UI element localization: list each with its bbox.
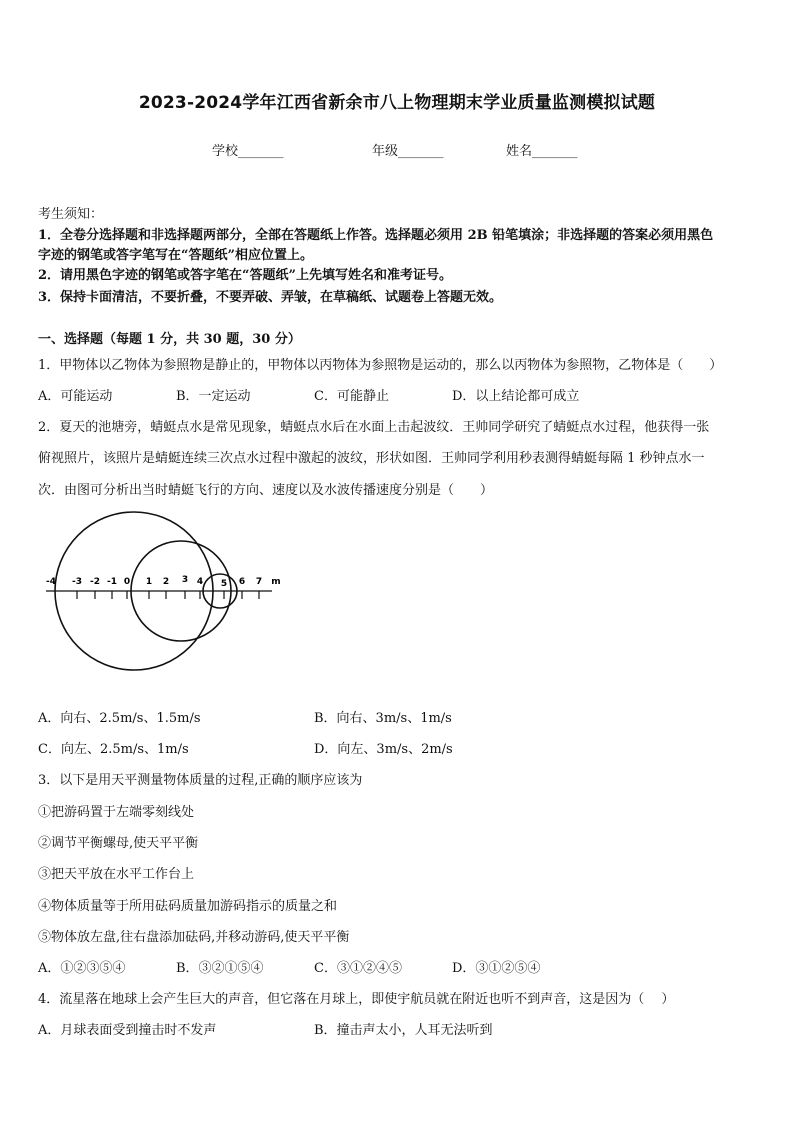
- q2-line-3: 次．由图可分析出当时蜻蜓飞行的方向、速度以及水波传播速度分别是（ ）: [38, 483, 494, 498]
- q3-step-4: ④物体质量等于所用砝码质量加游码指示的质量之和: [38, 899, 338, 914]
- ripple-figure: [40, 505, 290, 675]
- q3-option-a: A．①②③⑤④: [38, 961, 126, 976]
- grade-field: 年级_______: [372, 144, 444, 159]
- notice-line-3: 2．请用黑色字迹的钢笔或答字笔在“答题纸”上先填写姓名和准考证号。: [38, 268, 453, 283]
- q3-step-5: ⑤物体放左盘,往右盘添加砝码,并移动游码,使天平平衡: [38, 930, 350, 945]
- tick-label-7: 7: [255, 577, 263, 587]
- q2-line-1: 2．夏天的池塘旁，蜻蜓点水是常见现象，蜻蜓点水后在水面上击起波纹．王帅同学研究了蜻蜓点水过程，他获得一张: [38, 420, 710, 435]
- tick-label-m4: -4: [46, 577, 56, 587]
- notice-line-2: 字迹的钢笔或答字笔写在“答题纸”相应位置上。: [38, 248, 313, 263]
- tick-label-1: 1: [145, 577, 153, 587]
- tick-label-6: 6: [238, 577, 246, 587]
- q2-line-2: 俯视照片，该照片是蜻蜓连续三次点水过程中激起的波纹，形状如图．王帅同学利用秒表测得蜻蜓每隔 1 秒钟点水一: [38, 451, 705, 466]
- q3-step-1: ①把游码置于左端零刻线处: [38, 805, 195, 820]
- tick-label-0: 0: [123, 577, 131, 587]
- q1-option-d: D．以上结论都可成立: [452, 389, 580, 404]
- tick-label-2: 2: [162, 577, 170, 587]
- axis-unit: m: [271, 577, 281, 587]
- q3-option-b: B．③②①⑤④: [176, 961, 264, 976]
- school-field: 学校_______: [212, 144, 284, 159]
- q3-step-3: ③把天平放在水平工作台上: [38, 867, 195, 882]
- q1-stem: 1．甲物体以乙物体为参照物是静止的，甲物体以丙物体为参照物是运动的，那么以丙物体为参照物，乙物体是（ ）: [38, 358, 723, 373]
- q1-option-b: B．一定运动: [176, 389, 251, 404]
- tick-label-3: 3: [181, 575, 189, 585]
- section-heading: 一、选择题（每题 1 分，共 30 题，30 分）: [38, 332, 301, 347]
- tick-label-m3: -3: [72, 577, 82, 587]
- page-title: 2023-2024学年江西省新余市八上物理期末学业质量监测模拟试题: [138, 93, 656, 113]
- q2-option-d: D．向左、3m/s、2m/s: [314, 742, 453, 757]
- q1-option-a: A．可能运动: [38, 389, 113, 404]
- q4-option-a: A．月球表面受到撞击时不发声: [38, 1023, 217, 1038]
- notice-line-1: 1．全卷分选择题和非选择题两部分，全部在答题纸上作答。选择题必须用 2B 铅笔填涂；非选择题的答案必须用黑色: [38, 228, 714, 243]
- q3-stem: 3．以下是用天平测量物体质量的过程,正确的顺序应该为: [38, 773, 363, 788]
- q2-option-c: C．向左、2.5m/s、1m/s: [38, 742, 189, 757]
- tick-label-5: 5: [220, 579, 228, 589]
- notice-line-4: 3．保持卡面清洁，不要折叠，不要弄破、弄皱，在草稿纸、试题卷上答题无效。: [38, 290, 503, 305]
- q3-step-2: ②调节平衡螺母,使天平平衡: [38, 836, 199, 851]
- q4-stem: 4．流星落在地球上会产生巨大的声音，但它落在月球上，即使宇航员就在附近也听不到声音，这是因为（ ）: [38, 992, 675, 1007]
- q1-option-c: C．可能静止: [314, 389, 389, 404]
- notice-heading: 考生须知：: [38, 207, 104, 222]
- name-field: 姓名_______: [506, 144, 578, 159]
- q2-option-b: B．向右、3m/s、1m/s: [314, 711, 452, 726]
- tick-label-m2: -2: [90, 577, 100, 587]
- tick-label-4: 4: [196, 577, 204, 587]
- q4-option-b: B．撞击声太小，人耳无法听到: [314, 1023, 493, 1038]
- tick-label-m1: -1: [107, 577, 117, 587]
- q3-option-d: D．③①②⑤④: [452, 961, 541, 976]
- q3-option-c: C．③①②④⑤: [314, 961, 402, 976]
- q2-option-a: A．向右、2.5m/s、1.5m/s: [38, 711, 201, 726]
